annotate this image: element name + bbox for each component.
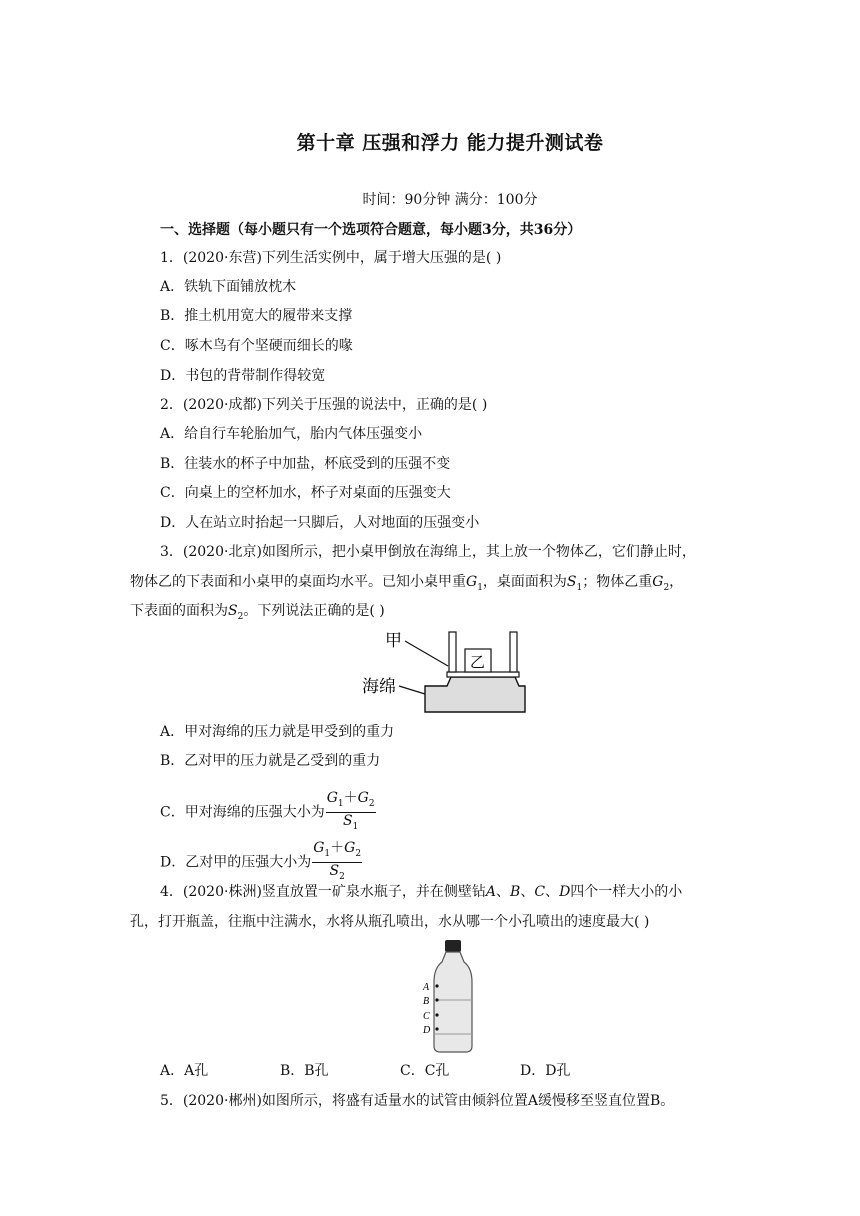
- fraction-g1-g2-over-s1: $\frac{G_1+G_2}{S_1}$: [326, 790, 375, 832]
- q5-stem: 5．(2020·郴州)如图所示，将盛有适量水的试管由倾斜位置A缓慢移至竖直位置B。: [160, 1093, 675, 1109]
- q4-option-b: B．B孔: [280, 1063, 329, 1079]
- q2-option-c: C．向桌上的空杯加水，杯子对桌面的压强变大: [160, 485, 451, 501]
- exam-meta: 时间：90分钟 满分：100分: [362, 192, 538, 208]
- hole-c: [435, 1013, 438, 1016]
- q1-option-b: B．推土机用宽大的履带来支撑: [160, 308, 353, 324]
- hole-label-a: A: [423, 982, 430, 993]
- q2-option-d: D．人在站立时抬起一只脚后，人对地面的压强变小: [160, 515, 480, 531]
- q3-option-a: A．甲对海绵的压力就是甲受到的重力: [160, 724, 395, 740]
- q3-figure: [355, 628, 535, 718]
- hole-a: [435, 984, 438, 987]
- q1-option-d: D．书包的背带制作得较宽: [160, 368, 326, 384]
- q4-stem-line1: 4．(2020·株洲)竖直放置一矿泉水瓶子，并在侧壁钻A、B、C、D四个一样大小的小: [160, 884, 683, 900]
- table-leg-left: [449, 632, 456, 672]
- q3-option-d: D．乙对甲的压强大小为 $\frac{G_1+G_2}{S_2}$: [160, 840, 362, 885]
- table-leg-right: [510, 632, 517, 672]
- label-jia: 甲: [385, 631, 402, 650]
- label-yi: 乙: [470, 654, 486, 671]
- table-top-jia: [447, 672, 519, 677]
- page-title: 第十章 压强和浮力 能力提升测试卷: [296, 132, 604, 154]
- q1-stem: 1．(2020·东营)下列生活实例中，属于增大压强的是( ): [160, 250, 502, 266]
- label-sponge: 海绵: [362, 677, 396, 696]
- leader-line-sponge: [399, 686, 425, 694]
- q3-option-c: C．甲对海绵的压强大小为 $\frac{G_1+G_2}{S_1}$: [160, 790, 376, 835]
- hole-label-d: D: [423, 1025, 431, 1036]
- bottle-body: [434, 952, 472, 1052]
- section-heading: 一、选择题（每小题只有一个选项符合题意，每小题3分，共36分）: [160, 222, 582, 238]
- q3-stem-line3: 下表面的面积为$S_2$。下列说法正确的是( ): [130, 603, 385, 622]
- fraction-g1-g2-over-s2: $\frac{G_1+G_2}{S_2}$: [313, 840, 362, 882]
- q3-stem-line2: 物体乙的下表面和小桌甲的桌面均水平。已知小桌甲重$G_1$，桌面面积为$S_1$；物体乙重$G_2$，: [130, 574, 684, 593]
- q2-option-a: A．给自行车轮胎加气，胎内气体压强变小: [160, 426, 423, 442]
- q4-option-c: C．C孔: [400, 1063, 450, 1079]
- q4-stem-line2: 孔，打开瓶盖，往瓶中注满水，水将从瓶孔喷出，水从哪一个小孔喷出的速度最大( ): [130, 914, 650, 930]
- hole-b: [435, 998, 438, 1001]
- hole-label-c: C: [423, 1011, 430, 1022]
- q4-options: [160, 1061, 640, 1081]
- leader-line-jia: [405, 641, 448, 666]
- q4-bottle-figure: [416, 938, 486, 1056]
- hole-d: [435, 1027, 438, 1030]
- q4-option-a: A．A孔: [160, 1063, 209, 1079]
- q1-option-c: C．啄木鸟有个坚硬而细长的喙: [160, 338, 353, 354]
- sponge-block: [425, 677, 525, 712]
- hole-label-b: B: [423, 996, 430, 1007]
- q4-option-d: D．D孔: [520, 1063, 571, 1079]
- q2-option-b: B．往装水的杯子中加盐，杯底受到的压强不变: [160, 456, 451, 472]
- q3-stem-line1: 3．(2020·北京)如图所示，把小桌甲倒放在海绵上，其上放一个物体乙，它们静止时，: [160, 544, 696, 560]
- q1-option-a: A．铁轨下面铺放枕木: [160, 279, 297, 295]
- q3-option-b: B．乙对甲的压力就是乙受到的重力: [160, 753, 381, 769]
- q2-stem: 2．(2020·成都)下列关于压强的说法中，正确的是( ): [160, 397, 488, 413]
- bottle-cap: [445, 940, 461, 952]
